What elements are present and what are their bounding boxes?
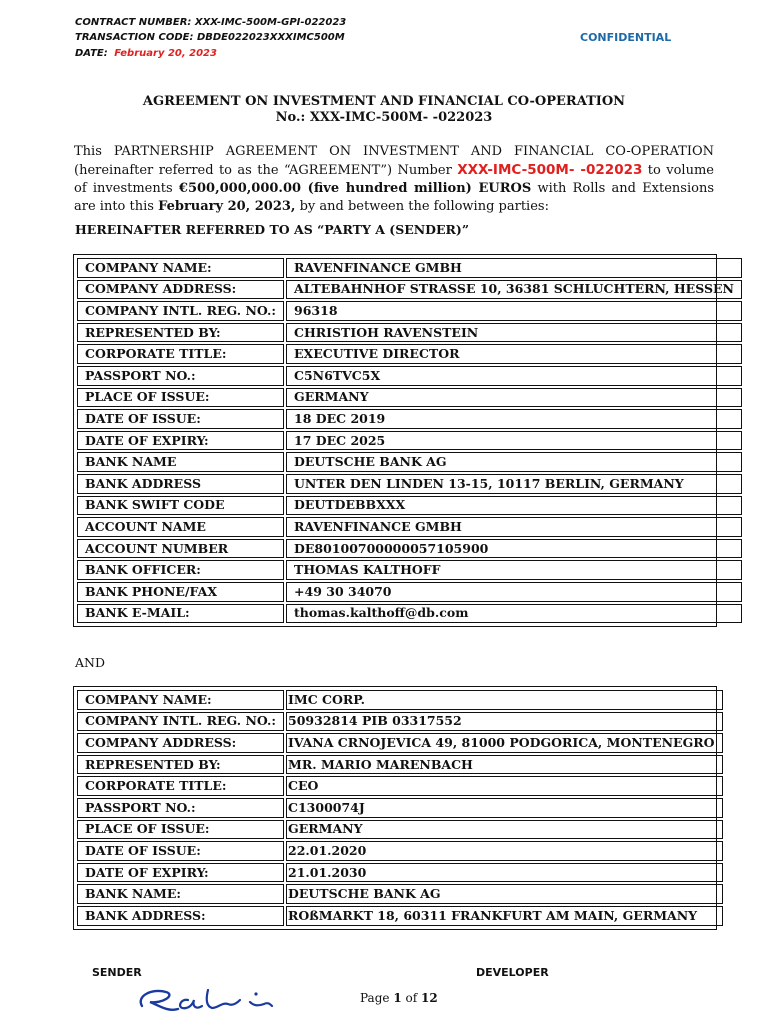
field-value: GERMANY (286, 820, 723, 840)
table-row (77, 301, 742, 321)
table-row (77, 474, 742, 494)
field-value: C1300074J (286, 798, 723, 818)
field-label: CORPORATE TITLE: (77, 344, 284, 364)
intro-text-1: This PARTNERSHIP AGREEMENT ON INVESTMENT AND FINANCIAL CO-OPERATION (hereinafter referred to as the “AGREEMENT”) Number (74, 144, 714, 178)
intro-date: February 20, 2023, (158, 199, 296, 214)
field-label: PLACE OF ISSUE: (77, 388, 284, 408)
field-value: RAVENFINANCE GMBH (286, 258, 742, 278)
field-value: DEUTDEBBXXX (286, 496, 742, 516)
field-value: 50932814 PIB 03317552 (286, 712, 723, 732)
transaction-code (75, 32, 345, 43)
intro-paragraph (74, 143, 714, 216)
field-value: EXECUTIVE DIRECTOR (286, 344, 742, 364)
intro-agreement-number: XXX-IMC-500M- -022023 (457, 162, 643, 178)
field-label: BANK NAME: (77, 884, 284, 904)
field-label: BANK PHONE/FAX (77, 582, 284, 602)
field-label: COMPANY INTL. REG. NO.: (77, 301, 284, 321)
field-label: BANK ADDRESS (77, 474, 284, 494)
table-row (77, 539, 742, 559)
field-value: DEUTSCHE BANK AG (286, 452, 742, 472)
table-row (77, 409, 742, 429)
table-row (77, 863, 723, 883)
field-value: 96318 (286, 301, 742, 321)
field-label: COMPANY INTL. REG. NO.: (77, 712, 284, 732)
contract-number (75, 17, 346, 28)
party-b-table (73, 686, 717, 930)
page-of: of (405, 991, 418, 1005)
table-row (77, 582, 742, 602)
table-row (77, 798, 723, 818)
table-row (77, 258, 742, 278)
developer-label: DEVELOPER (476, 966, 549, 979)
field-value: 18 DEC 2019 (286, 409, 742, 429)
table-row (77, 776, 723, 796)
agreement-title: AGREEMENT ON INVESTMENT AND FINANCIAL CO-OPERATION (142, 94, 626, 109)
page-prefix: Page (360, 991, 390, 1005)
field-value: UNTER DEN LINDEN 13-15, 10117 BERLIN, GERMANY (286, 474, 742, 494)
table-row (77, 366, 742, 386)
field-value: THOMAS KALTHOFF (286, 560, 742, 580)
table-row (77, 690, 723, 710)
field-label: DATE OF ISSUE: (77, 841, 284, 861)
table-row (77, 604, 742, 624)
party-a-table (73, 254, 734, 627)
field-value: MR. MARIO MARENBACH (286, 755, 723, 775)
table-row (77, 841, 723, 861)
field-label: PASSPORT NO.: (77, 798, 284, 818)
field-label: REPRESENTED BY: (77, 323, 284, 343)
field-value: IVANA CRNOJEVICA 49, 81000 PODGORICA, MONTENEGRO (286, 733, 723, 753)
field-label: COMPANY ADDRESS: (77, 280, 284, 300)
field-value: 21.01.2030 (286, 863, 723, 883)
field-label: ACCOUNT NAME (77, 517, 284, 537)
sender-signature (132, 982, 282, 1026)
field-value: ROßMARKT 18, 60311 FRANKFURT AM MAIN, GERMANY (286, 906, 723, 926)
field-label: COMPANY ADDRESS: (77, 733, 284, 753)
field-label: PLACE OF ISSUE: (77, 820, 284, 840)
date-value: February 20, 2023 (114, 48, 217, 59)
transaction-code-text: TRANSACTION CODE: DBDE022023XXXIMC500M (75, 32, 345, 43)
contract-number-text: CONTRACT NUMBER: XXX-IMC-500M-GPI-022023 (75, 17, 347, 28)
field-label: PASSPORT NO.: (77, 366, 284, 386)
field-label: BANK OFFICER: (77, 560, 284, 580)
field-label: BANK E-MAIL: (77, 604, 284, 624)
field-value: C5N6TVC5X (286, 366, 742, 386)
field-value: CEO (286, 776, 723, 796)
intro-amount: €500,000,000.00 (five hundred million) EUROS (178, 181, 532, 196)
field-value: 17 DEC 2025 (286, 431, 742, 451)
table-row (77, 884, 723, 904)
table-row (77, 755, 723, 775)
field-value: DEUTSCHE BANK AG (286, 884, 723, 904)
field-label: CORPORATE TITLE: (77, 776, 284, 796)
table-row (77, 344, 742, 364)
table-row (77, 388, 742, 408)
table-row (77, 431, 742, 451)
sender-label: SENDER (92, 966, 142, 979)
page-total: 12 (421, 991, 438, 1005)
table-row (77, 820, 723, 840)
date-label: DATE: (75, 48, 108, 59)
agreement-number: No.: XXX-IMC-500M- -022023 (275, 110, 493, 125)
document-date (75, 48, 217, 59)
field-label: DATE OF EXPIRY: (77, 863, 284, 883)
field-value: 22.01.2020 (286, 841, 723, 861)
table-row (77, 323, 742, 343)
field-label: DATE OF ISSUE: (77, 409, 284, 429)
and-separator: AND (75, 655, 105, 670)
field-label: BANK NAME (77, 452, 284, 472)
table-row (77, 712, 723, 732)
field-label: REPRESENTED BY: (77, 755, 284, 775)
field-value: GERMANY (286, 388, 742, 408)
table-row (77, 733, 723, 753)
table-row (77, 906, 723, 926)
field-value: RAVENFINANCE GMBH (286, 517, 742, 537)
field-label: BANK ADDRESS: (77, 906, 284, 926)
table-row (77, 452, 742, 472)
table-row (77, 560, 742, 580)
field-label: ACCOUNT NUMBER (77, 539, 284, 559)
page-current: 1 (393, 991, 402, 1005)
table-row (77, 280, 742, 300)
field-label: COMPANY NAME: (77, 258, 284, 278)
field-value: IMC CORP. (286, 690, 723, 710)
table-row (77, 517, 742, 537)
intro-text-2: to volume of investments (74, 163, 714, 196)
field-label: COMPANY NAME: (77, 690, 284, 710)
party-a-heading: HEREINAFTER REFERRED TO AS “PARTY A (SENDER)” (75, 222, 470, 237)
field-value: DE80100700000057105900 (286, 539, 742, 559)
intro-text-3: with Rolls and Extensions are into this (74, 181, 714, 214)
field-label: DATE OF EXPIRY: (77, 431, 284, 451)
field-label: BANK SWIFT CODE (77, 496, 284, 516)
field-value: CHRISTIOH RAVENSTEIN (286, 323, 742, 343)
intro-text-4: by and between the following parties: (295, 199, 549, 214)
table-row (77, 496, 742, 516)
field-value: ALTEBAHNHOF STRASSE 10, 36381 SCHLUCHTERN, HESSEN (286, 280, 742, 300)
page-number (360, 991, 438, 1005)
confidential-label: CONFIDENTIAL (580, 31, 672, 44)
field-value: +49 30 34070 (286, 582, 742, 602)
field-value: thomas.kalthoff@db.com (286, 604, 742, 624)
